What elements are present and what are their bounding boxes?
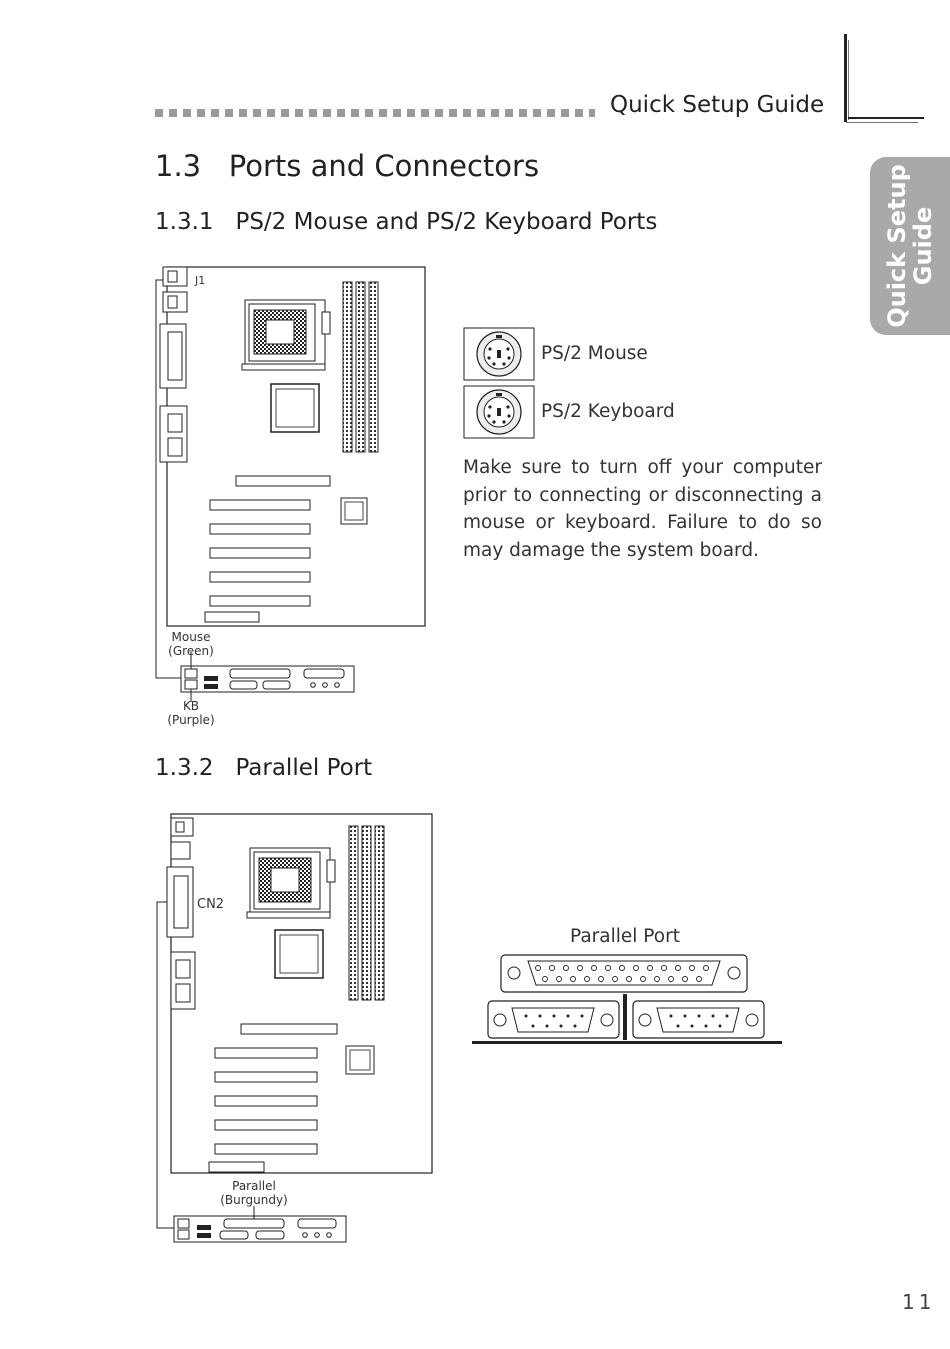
corner-mark bbox=[844, 34, 847, 122]
ps2-mouse-label: PS/2 Mouse bbox=[541, 343, 648, 364]
corner-mark-bottom bbox=[848, 117, 924, 119]
ps2-warning-note: Make sure to turn off your computer prior to connecting or disconnecting a mouse or keyboard. Failure to do so may damage the system board. bbox=[463, 457, 822, 561]
parallel-color-label: (Burgundy) bbox=[220, 1193, 288, 1207]
ps2-keyboard-label: PS/2 Keyboard bbox=[541, 401, 675, 422]
parallel-port-caption: Parallel Port bbox=[570, 926, 680, 947]
side-tab-line2: Guide bbox=[909, 206, 937, 286]
corner-mark-bottom-inner bbox=[846, 122, 918, 123]
mouse-color-label: (Green) bbox=[168, 644, 214, 658]
j1-label: J1 bbox=[195, 274, 206, 287]
parallel-port-connector-icon bbox=[470, 952, 785, 1048]
header-dotted-rule bbox=[155, 109, 595, 117]
mouse-label: Mouse bbox=[171, 630, 211, 644]
page-number: 11 bbox=[902, 1290, 936, 1314]
kb-label: KB bbox=[182, 699, 200, 713]
section-title: 1.3 Ports and Connectors bbox=[155, 149, 540, 183]
ps2-mouse-connector-icon bbox=[463, 327, 535, 381]
header-title: Quick Setup Guide bbox=[610, 92, 825, 118]
side-tab-text bbox=[884, 164, 936, 328]
board-diagram-ps2 bbox=[150, 262, 440, 732]
board-diagram-parallel bbox=[150, 810, 445, 1250]
kb-color-label: (Purple) bbox=[167, 713, 215, 727]
subsection-2-heading: 1.3.2 Parallel Port bbox=[155, 755, 373, 781]
side-tab-line1: Quick Setup bbox=[883, 164, 911, 328]
cn2-label: CN2 bbox=[197, 897, 225, 912]
subsection-1-heading: 1.3.1 PS/2 Mouse and PS/2 Keyboard Ports bbox=[155, 209, 658, 235]
ps2-keyboard-connector-icon bbox=[463, 385, 535, 439]
corner-mark-inner bbox=[848, 40, 849, 120]
parallel-label: Parallel bbox=[232, 1179, 276, 1193]
